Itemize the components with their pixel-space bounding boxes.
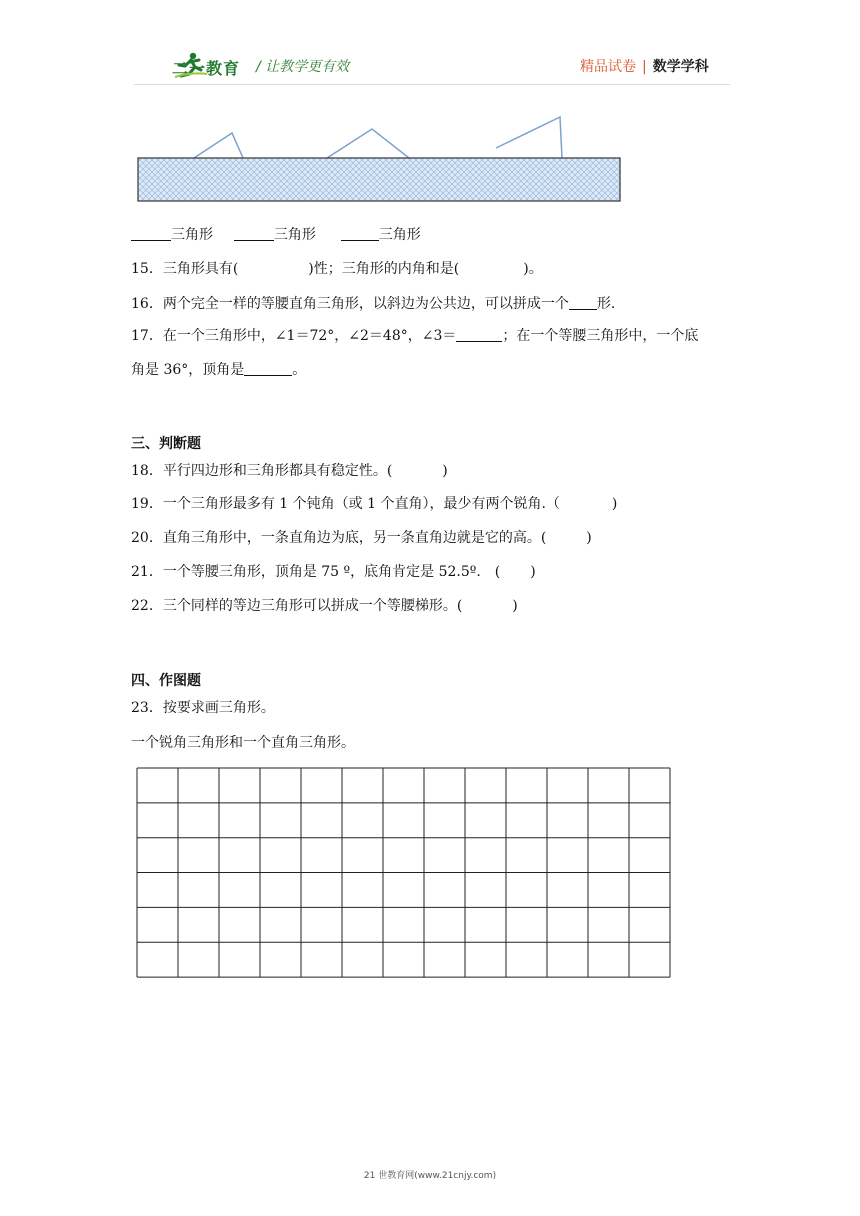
question-22	[131, 596, 518, 616]
q15-text-3: )。	[523, 261, 543, 277]
question-18	[131, 461, 448, 481]
q21-close: )	[530, 564, 536, 580]
triangle-3	[496, 117, 562, 158]
question-number: 18．	[131, 463, 163, 479]
q15-text-1: 三角形具有(	[162, 261, 239, 277]
q21-text: 一个等腰三角形，顶角是 75 º，底角肯定是 52.5º.	[162, 564, 481, 580]
q18-close: )	[442, 463, 448, 479]
q18-text: 平行四边形和三角形都具有稳定性。(	[162, 463, 393, 479]
q19-text: 一个三角形最多有 1 个钝角（或 1 个直角），最少有两个锐角.（	[162, 496, 560, 512]
hatched-bar	[138, 158, 620, 201]
q22-close: )	[512, 598, 518, 614]
drawing-grid[interactable]	[136, 767, 676, 979]
q22-text: 三个同样的等边三角形可以拼成一个等腰梯形。(	[162, 598, 463, 614]
label-subject: 数学学科	[652, 59, 709, 75]
question-17-line2	[131, 360, 306, 380]
slogan: / 让教学更有效	[256, 59, 350, 75]
figure-label-3: 三角形	[378, 227, 421, 243]
q20-close: )	[586, 530, 592, 546]
question-number: 22．	[131, 598, 163, 614]
question-21	[131, 562, 536, 582]
q19-close: )	[611, 496, 618, 512]
question-number: 15．	[131, 261, 163, 277]
question-15	[131, 259, 543, 279]
question-23-sub: 一个锐角三角形和一个直角三角形。	[131, 735, 355, 751]
figure-label-2: 三角形	[273, 227, 316, 243]
triangle-2	[327, 129, 409, 158]
section-title-drawing: 四、作图题	[131, 673, 201, 689]
question-number: 19．	[131, 496, 163, 512]
section-title-judgment: 三、判断题	[131, 436, 201, 452]
q17-text-4: 。	[292, 362, 307, 378]
q17-text-1: 在一个三角形中，∠1＝72°，∠2＝48°，∠3＝	[162, 328, 457, 344]
q21-open: (	[494, 564, 501, 580]
page-footer: 21 世教育网(www.21cnjy.com)	[363, 1171, 497, 1181]
label-quality-paper: 精品试卷	[580, 59, 636, 75]
q15-text-2: )性；三角形的内角和是(	[308, 261, 460, 277]
figure-label-1: 三角形	[171, 227, 213, 243]
q17-text-3: 角是 36°，顶角是	[131, 362, 245, 378]
question-23	[131, 698, 275, 718]
question-16	[131, 294, 615, 314]
q16-text-2: 形.	[596, 296, 616, 312]
question-17	[131, 326, 698, 346]
header-right	[580, 56, 709, 76]
figure-labels-row	[131, 225, 421, 245]
question-number: 21．	[131, 564, 163, 580]
q23-text: 按要求画三角形。	[162, 700, 275, 716]
question-19	[131, 494, 617, 514]
question-number: 17．	[131, 328, 163, 344]
header-divider	[134, 84, 730, 85]
question-number: 23．	[131, 700, 163, 716]
q20-text: 直角三角形中，一条直角边为底，另一条直角边就是它的高。(	[162, 530, 547, 546]
triangle-figure	[134, 112, 634, 206]
question-number: 20．	[131, 530, 163, 546]
question-20	[131, 528, 592, 548]
triangle-1	[194, 133, 243, 158]
header-separator: |	[642, 59, 647, 75]
question-number: 16．	[131, 296, 163, 312]
q17-text-2: ；在一个等腰三角形中，一个底	[502, 328, 699, 344]
brand-name: 二一教育	[172, 59, 241, 78]
q16-text-1: 两个完全一样的等腰直角三角形，以斜边为公共边，可以拼成一个	[162, 296, 569, 312]
